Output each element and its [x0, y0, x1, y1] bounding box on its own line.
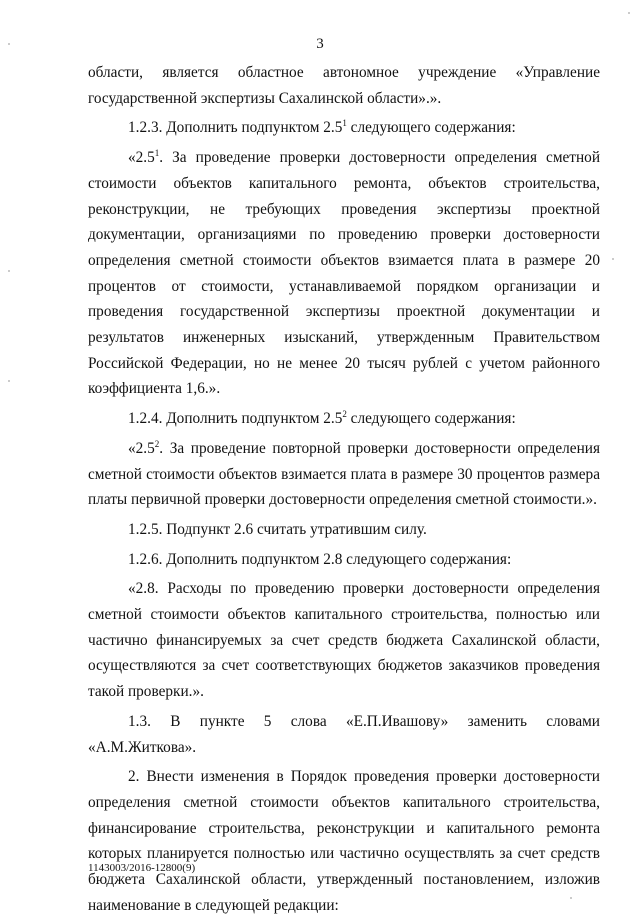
paragraph-text: «2.5	[128, 149, 155, 167]
paragraph-text: 1.2.4. Дополнить подпунктом 2.5	[128, 410, 343, 428]
page-number: 3	[316, 36, 324, 52]
paragraph-2: 2. Внести изменения в Порядок проведения проверки достоверности определения сметной стоимости объектов капитального строительства, финансирование строительства, реконструкции и капитального ремонта которых планируется полностью или частично осуществлять за счет средств бюджета Сахалинской области, утвержденный постановлением, изложив наименование в следующей редакции:	[88, 768, 600, 914]
paragraph-1-2-5: 1.2.5. Подпункт 2.6 считать утратившим силу.	[128, 520, 427, 538]
paragraph-text: «2.5	[128, 439, 155, 457]
paragraph-1: области, является областное автономное учреждение «Управление государственной экспертизы Сахалинской области».».	[88, 64, 600, 107]
paragraph-1-3: 1.3. В пункте 5 слова «Е.П.Ивашову» заменить словами «А.М.Житкова».	[88, 712, 600, 756]
document-code: 1143003/2016-12800(9)	[88, 862, 196, 874]
paragraph-text: следующего содержания:	[346, 410, 516, 428]
superscript: 2	[154, 438, 160, 449]
superscript: 1	[342, 118, 347, 129]
paragraph-text: . За проведение повторной проверки достоверности определения сметной стоимости объектов взимается плата в размере 30 процентов размера платы первичной проверки достоверности определения сметной стоимости.».	[88, 439, 600, 509]
paragraph-2-8: «2.8. Расходы по проведению проверки достоверности определения сметной стоимости объектов капитального строительства, полностью или частично финансируемых за счет средств бюджета Сахалинской области, осуществляются за счет соответствующих бюджетов заказчиков проведения такой проверки.».	[88, 580, 600, 701]
paragraph-1-2-3	[88, 115, 600, 141]
paragraph-text: 1.2.3. Дополнить подпунктом 2.5	[128, 119, 343, 137]
paragraph-text: следующего содержания:	[346, 119, 516, 137]
paragraph-1-2-4	[88, 406, 600, 432]
paragraph-2-5-1	[88, 145, 600, 402]
paragraph-text: . За проведение проверки достоверности определения сметной стоимости объектов капитального ремонта, объектов строительства, реконструкции, не требующих проведения экспертизы проектной документации, организациями по проведению проверки достоверности определения сметной стоимости объектов взимается плата в размере 20 процентов от стоимости, устанавливаемой порядком организации и проведения государственной экспертизы проектной документации и результатов инженерных изысканий, утвержденным Правительством Российской Федерации, но не менее 20 тысяч рублей с учетом районного коэффициента 1,6.».	[88, 149, 600, 398]
paragraph-2-5-2	[88, 436, 600, 513]
body-text	[88, 60, 600, 919]
superscript: 2	[342, 409, 347, 420]
paragraph-1-2-6: 1.2.6. Дополнить подпунктом 2.8 следующего содержания:	[128, 550, 512, 568]
superscript: 1	[154, 148, 160, 159]
